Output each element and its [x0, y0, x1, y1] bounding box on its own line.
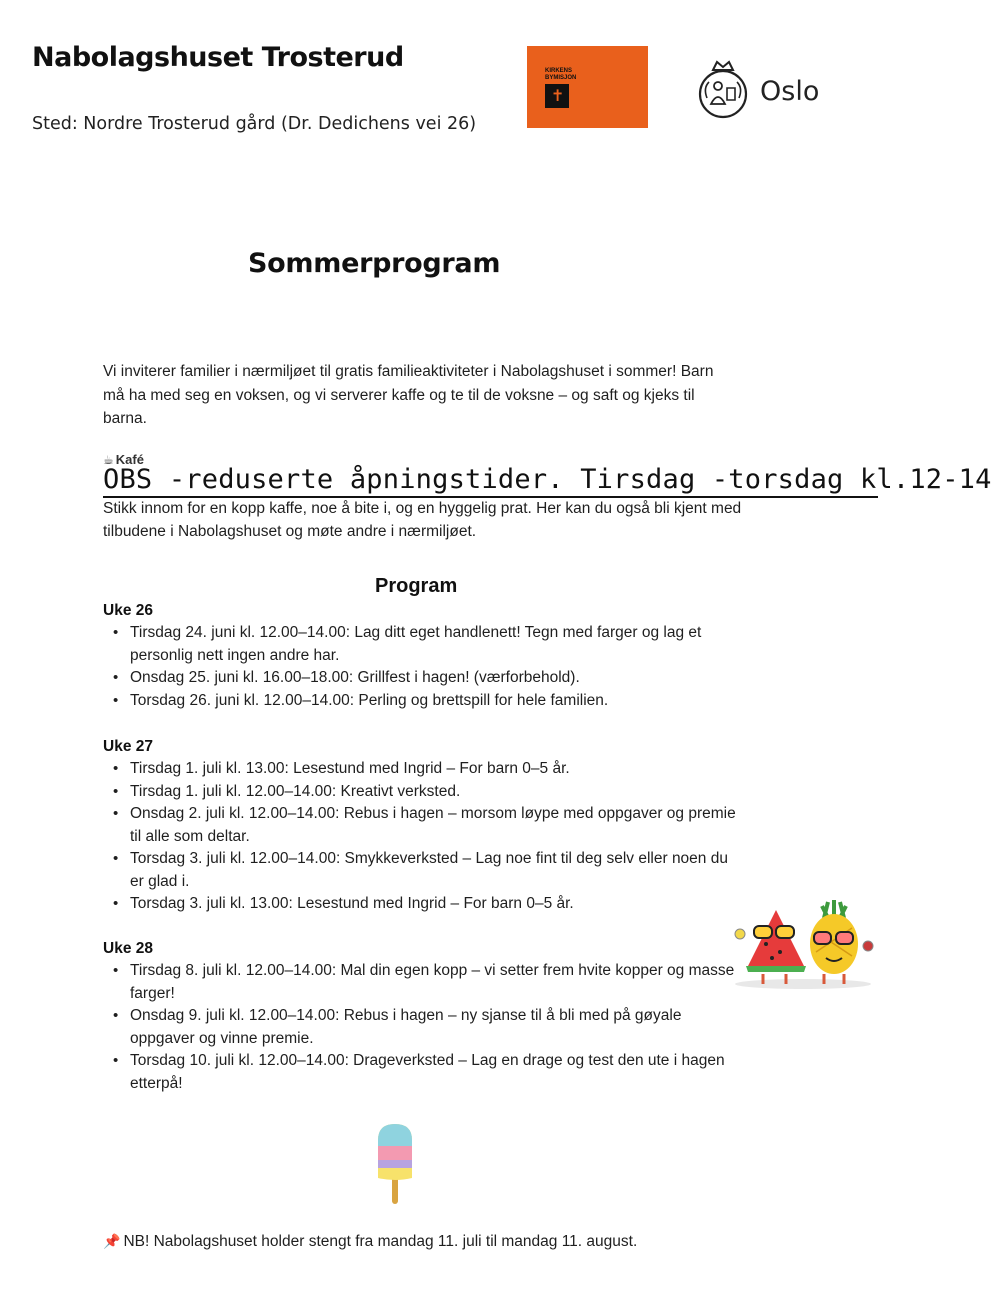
- intro-text: Vi inviterer familier i nærmiljøet til gratis familieaktiviteter i Nabolagshuset i sommer! Barn må ha med seg en voksen, og vi serverer kaffe og te til de voksne – og saft og kjeks til barna.: [103, 363, 714, 427]
- handwritten-notice: OBS -reduserte åpningstider. Tirsdag -torsdag kl.12-14: [103, 464, 992, 495]
- event-item: • Torsdag 26. juni kl. 12.00–14.00: Perling og brettspill for hele familien.: [130, 690, 743, 713]
- event-item: • Onsdag 9. juli kl. 12.00–14.00: Rebus i hagen – ny sjanse til å bli med på gøyale oppgaver og vinne premie.: [130, 1005, 743, 1050]
- event-item: • Torsdag 3. juli kl. 13.00: Lesestund med Ingrid – For barn 0–5 år.: [130, 893, 743, 916]
- week-title: Uke 26: [103, 602, 153, 619]
- week-title: Uke 27: [103, 738, 153, 755]
- kirkens-bymisjon-mark-icon: [545, 84, 569, 108]
- event-item: • Torsdag 3. juli kl. 12.00–14.00: Smykkeverksted – Lag noe fint til deg selv eller noen du er glad i.: [130, 848, 743, 893]
- week-title: Uke 28: [103, 940, 153, 957]
- program-title: Program: [375, 575, 458, 597]
- cafe-heading: ☕ Kafé: [103, 452, 144, 467]
- week-event-list: [103, 622, 743, 712]
- event-item: • Onsdag 25. juni kl. 16.00–18.00: Grillfest i hagen! (værforbehold).: [130, 667, 743, 690]
- week-section-28: [103, 938, 743, 1095]
- event-item: • Onsdag 2. juli kl. 12.00–14.00: Rebus i hagen – morsom løype med oppgaver og premie til alle som deltar.: [130, 803, 743, 848]
- event-item: • Tirsdag 8. juli kl. 12.00–14.00: Mal din egen kopp – vi setter frem hvite kopper og masse farger!: [130, 960, 743, 1005]
- org-title: Nabolagshuset Trosterud: [32, 42, 404, 73]
- closure-note: 📌 NB! Nabolagshuset holder stengt fra mandag 11. juli til mandag 11. august.: [103, 1233, 638, 1250]
- event-item: • Torsdag 10. juli kl. 12.00–14.00: Drageverksted – Lag en drage og test den ute i hagen etterpå!: [130, 1050, 743, 1095]
- week-section-27: [103, 736, 743, 916]
- event-item: • Tirsdag 24. juni kl. 12.00–14.00: Lag ditt eget handlenett! Tegn med farger og lag et personlig nett ingen andre har.: [130, 622, 743, 667]
- page-title: Sommerprogram: [248, 248, 501, 279]
- location-text: Sted: Nordre Trosterud gård (Dr. Dedichens vei 26): [32, 114, 477, 134]
- event-item: • Tirsdag 1. juli kl. 12.00–14.00: Kreativt verksted.: [130, 781, 743, 804]
- week-event-list: [103, 758, 743, 916]
- watermelon-pineapple-sunglasses-icon: [728, 896, 878, 992]
- popsicle-icon: [374, 1122, 416, 1206]
- pushpin-icon: 📌: [103, 1233, 121, 1249]
- coffee-cup-icon: ☕: [103, 453, 114, 467]
- oslo-logo-text: Oslo: [760, 76, 820, 107]
- event-item: • Tirsdag 1. juli kl. 13.00: Lesestund med Ingrid – For barn 0–5 år.: [130, 758, 743, 781]
- oslo-seal-icon: [697, 58, 749, 120]
- kirkens-bymisjon-logo: [527, 46, 648, 128]
- week-section-26: [103, 600, 743, 712]
- cafe-description: Stikk innom for en kopp kaffe, noe å bite i, og en hyggelig prat. Her kan du også bli kjent med tilbudene i Nabolagshuset og møte andre i nærmiljøet.: [103, 500, 742, 540]
- kirkens-bymisjon-logo-text: KIRKENS BYMISJON: [545, 68, 577, 81]
- week-event-list: [103, 960, 743, 1095]
